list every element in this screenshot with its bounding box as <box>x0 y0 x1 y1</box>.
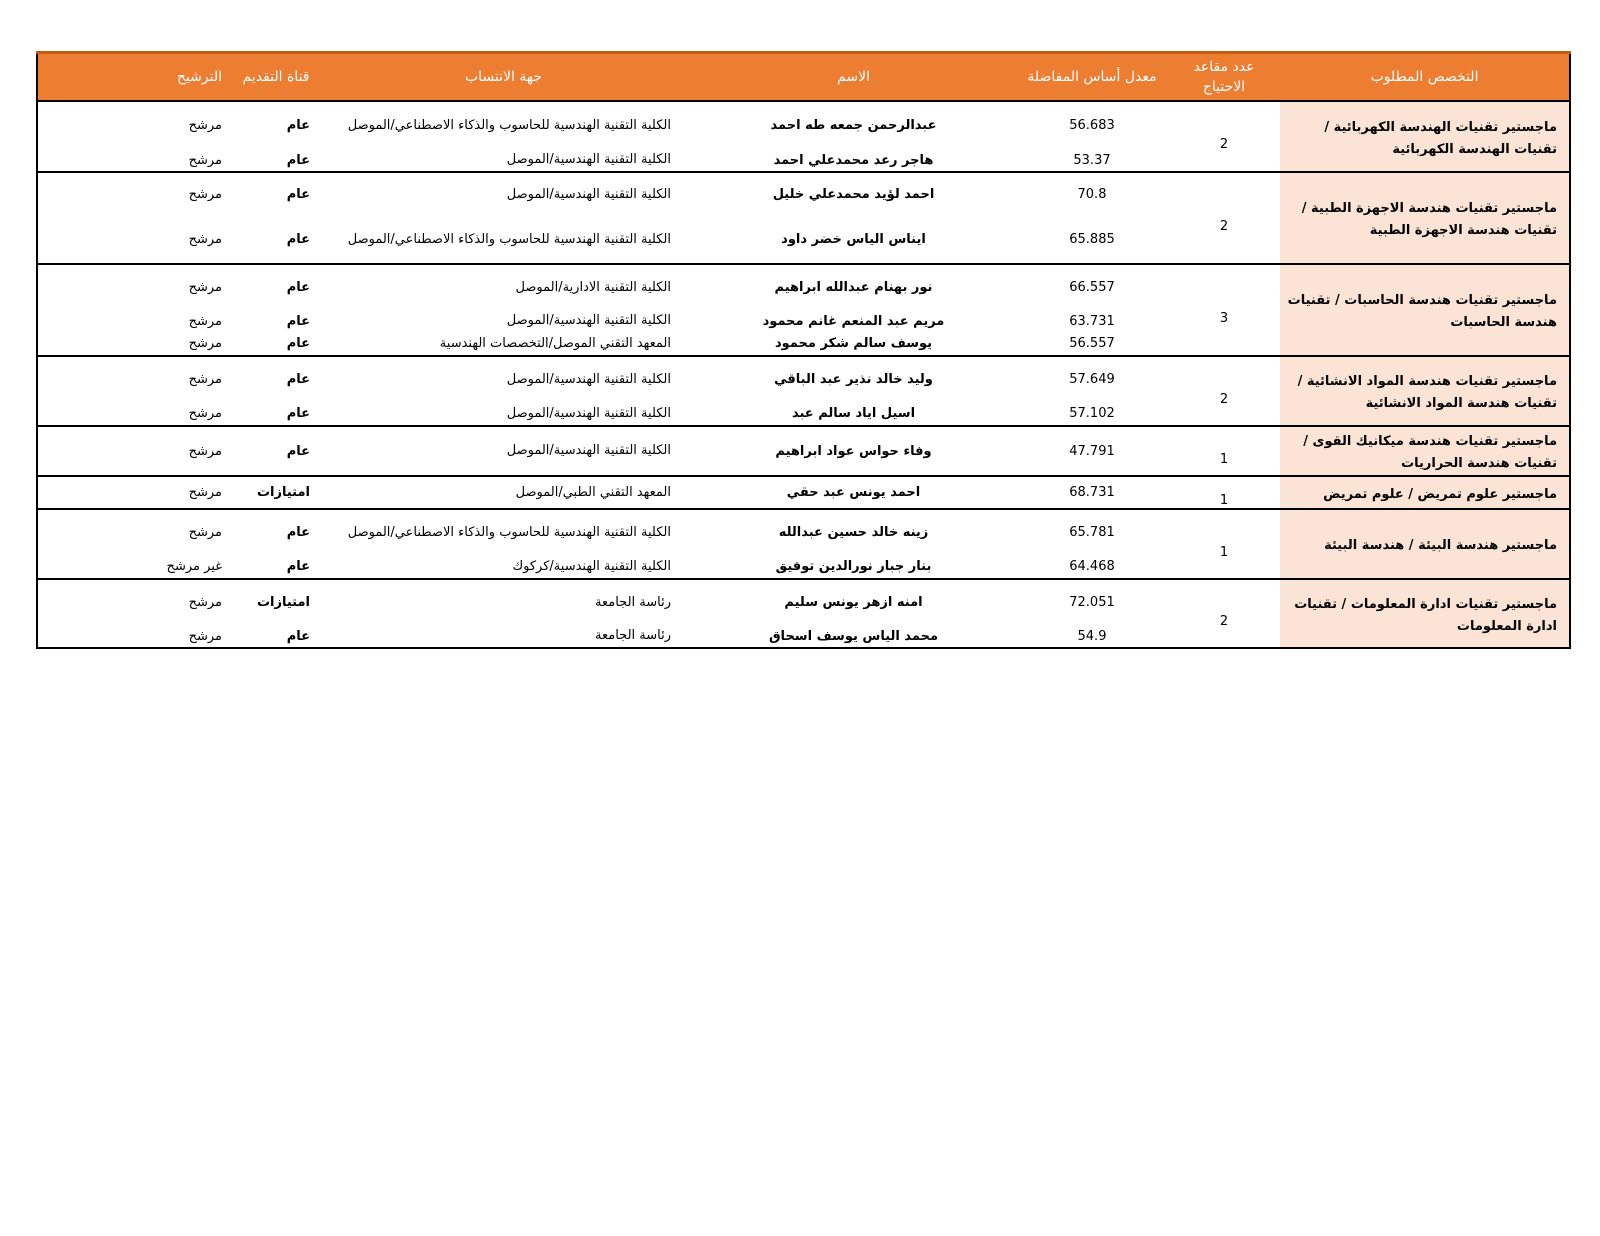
average-cell: 65.885 <box>1069 232 1115 247</box>
channel-cell: عام <box>286 406 310 421</box>
name-cell: نور بهنام عبدالله ابراهيم <box>691 264 1016 310</box>
channel-cell: امتيازات <box>236 476 316 509</box>
nomination-cell: مرشح <box>37 509 236 555</box>
name-cell: هاجر رعد محمدعلي احمد <box>773 152 934 168</box>
seats-cell: 1 <box>1168 509 1280 579</box>
nominations-table <box>36 51 1571 649</box>
name-cell: احمد يونس عبد حقي <box>691 476 1016 509</box>
table-row <box>37 509 1570 555</box>
affiliation-cell: الكلية التقنية الهندسية/الموصل <box>506 152 671 167</box>
specialization-cell: ماجستير تقنيات هندسة الحاسبات / تقنيات هندسة الحاسبات <box>1280 264 1570 356</box>
average-cell: 53.37 <box>1073 152 1111 168</box>
table-row <box>37 426 1570 476</box>
channel-cell: عام <box>286 559 310 574</box>
average-cell: 47.791 <box>1016 426 1168 476</box>
affiliation-cell: الكلية التقنية الهندسية/الموصل <box>506 405 671 421</box>
specialization-cell: ماجستير تقنيات هندسة الاجهزة الطبية / تقنيات هندسة الاجهزة الطبية <box>1280 172 1570 264</box>
channel-cell: عام <box>286 118 310 133</box>
name-cell: ايناس الياس خضر داود <box>781 232 926 247</box>
nomination-cell: مرشح <box>37 356 236 402</box>
seats-cell: 2 <box>1168 172 1280 264</box>
name-cell: يوسف سالم شكر محمود <box>774 336 932 351</box>
channel-cell: عام <box>236 264 316 310</box>
affiliation-cell: الكلية التقنية الهندسية للحاسوب والذكاء الاصطناعي/الموصل <box>347 117 671 133</box>
nomination-cell: مرشح <box>188 118 222 133</box>
table-row <box>37 579 1570 625</box>
average-cell: 56.683 <box>1069 118 1115 133</box>
channel-cell: امتيازات <box>236 579 316 625</box>
channel-cell: عام <box>236 426 316 476</box>
affiliation-cell: الكلية التقنية الهندسية/الموصل <box>316 426 691 476</box>
seats-cell: 2 <box>1219 137 1229 152</box>
nomination-cell: مرشح <box>37 264 236 310</box>
average-cell: 68.731 <box>1016 476 1168 509</box>
channel-cell: عام <box>236 172 316 216</box>
specialization-cell: ماجستير هندسة البيئة / هندسة البيئة <box>1280 509 1570 579</box>
average-cell: 66.557 <box>1016 264 1168 310</box>
affiliation-cell: المعهد التقني الموصل/التخصصات الهندسية <box>439 335 671 351</box>
table-row <box>37 101 1570 149</box>
affiliation-cell: الكلية التقنية الهندسية/الموصل <box>506 313 671 328</box>
name-cell: زينه خالد حسين عبدالله <box>691 509 1016 555</box>
nomination-cell: مرشح <box>37 579 236 625</box>
nomination-cell: مرشح <box>37 172 236 216</box>
header-average: معدل أساس المفاضلة <box>1016 53 1168 102</box>
nomination-cell: مرشح <box>188 152 222 168</box>
header-row <box>37 53 1570 102</box>
channel-cell: عام <box>286 336 310 351</box>
average-cell: 64.468 <box>1069 559 1115 574</box>
table-body <box>37 101 1570 648</box>
name-cell: بنار جبار نورالدين توفيق <box>775 559 932 574</box>
header-affiliation: جهة الانتساب <box>316 53 691 102</box>
channel-cell: عام <box>286 152 310 168</box>
name-cell: اسيل اياد سالم عبد <box>791 406 916 421</box>
affiliation-cell: الكلية التقنية الهندسية/الموصل <box>316 172 691 216</box>
channel-cell: عام <box>286 232 310 247</box>
affiliation-cell: الكلية التقنية الهندسية للحاسوب والذكاء الاصطناعي/الموصل <box>347 231 671 247</box>
specialization-cell: ماجستير تقنيات هندسة المواد الانشائية / تقنيات هندسة المواد الانشائية <box>1280 356 1570 426</box>
header-nomination: الترشيح <box>37 53 236 102</box>
channel-cell: عام <box>236 509 316 555</box>
name-cell: وليد خالد نذير عبد الباقي <box>691 356 1016 402</box>
header-channel: قناة التقديم <box>236 53 316 102</box>
seats-cell: 1 <box>1168 426 1280 476</box>
average-cell: 65.781 <box>1016 509 1168 555</box>
name-cell: وفاء حواس عواد ابراهيم <box>691 426 1016 476</box>
nominations-table-container <box>36 51 1569 649</box>
header-name: الاسم <box>691 53 1016 102</box>
affiliation-cell: الكلية التقنية الهندسية/الموصل <box>316 356 691 402</box>
channel-cell: عام <box>286 628 310 644</box>
average-cell: 70.8 <box>1016 172 1168 216</box>
table-header <box>37 53 1570 102</box>
affiliation-cell: الكلية التقنية الادارية/الموصل <box>316 264 691 310</box>
table-row <box>37 356 1570 402</box>
header-seats: عدد مقاعد الاحتياج <box>1168 53 1280 102</box>
specialization-cell: ماجستير علوم تمريض / علوم تمريض <box>1280 476 1570 509</box>
affiliation-cell: رئاسة الجامعة <box>316 579 691 625</box>
name-cell: محمد الياس يوسف اسحاق <box>768 628 939 644</box>
table-row <box>37 264 1570 310</box>
specialization-cell: ماجستير تقنيات هندسة ميكانيك القوى / تقنيات هندسة الحراريات <box>1280 426 1570 476</box>
seats-cell: 3 <box>1168 264 1280 356</box>
affiliation-cell: المعهد التقني الطبي/الموصل <box>316 476 691 509</box>
nomination-cell: مرشح <box>188 336 222 351</box>
channel-cell: عام <box>236 356 316 402</box>
specialization-cell: ماجستير تقنيات ادارة المعلومات / تقنيات ادارة المعلومات <box>1280 579 1570 648</box>
table-row <box>37 172 1570 216</box>
affiliation-cell: رئاسة الجامعة <box>595 628 671 643</box>
nomination-cell: مرشح <box>188 232 222 247</box>
nomination-cell: مرشح <box>188 406 222 421</box>
name-cell: احمد لؤيد محمدعلي خليل <box>691 172 1016 216</box>
name-cell: امنه ازهر يونس سليم <box>691 579 1016 625</box>
nomination-cell: مرشح <box>188 628 222 644</box>
average-cell: 54.9 <box>1077 628 1107 644</box>
affiliation-cell: الكلية التقنية الهندسية/كركوك <box>512 558 671 574</box>
nomination-cell: مرشح <box>37 476 236 509</box>
seats-cell: 2 <box>1168 579 1280 648</box>
average-cell: 57.102 <box>1069 406 1115 421</box>
table-row <box>37 476 1570 509</box>
nomination-cell: مرشح <box>188 313 222 329</box>
channel-cell: عام <box>286 313 310 329</box>
specialization-cell: ماجستير تقنيات الهندسة الكهربائية / تقنيات الهندسة الكهربائية <box>1280 101 1570 172</box>
nomination-cell: غير مرشح <box>166 559 222 574</box>
affiliation-cell: الكلية التقنية الهندسية للحاسوب والذكاء الاصطناعي/الموصل <box>316 509 691 555</box>
average-cell: 57.649 <box>1016 356 1168 402</box>
seats-cell: 1 <box>1168 476 1280 509</box>
seats-cell: 2 <box>1168 356 1280 426</box>
average-cell: 63.731 <box>1069 313 1115 329</box>
average-cell: 56.557 <box>1069 336 1115 351</box>
average-cell: 72.051 <box>1016 579 1168 625</box>
name-cell: عبدالرحمن جمعه طه احمد <box>770 118 937 133</box>
nomination-cell: مرشح <box>37 426 236 476</box>
name-cell: مريم عبد المنعم غانم محمود <box>762 313 945 329</box>
header-specialization: التخصص المطلوب <box>1280 53 1570 102</box>
